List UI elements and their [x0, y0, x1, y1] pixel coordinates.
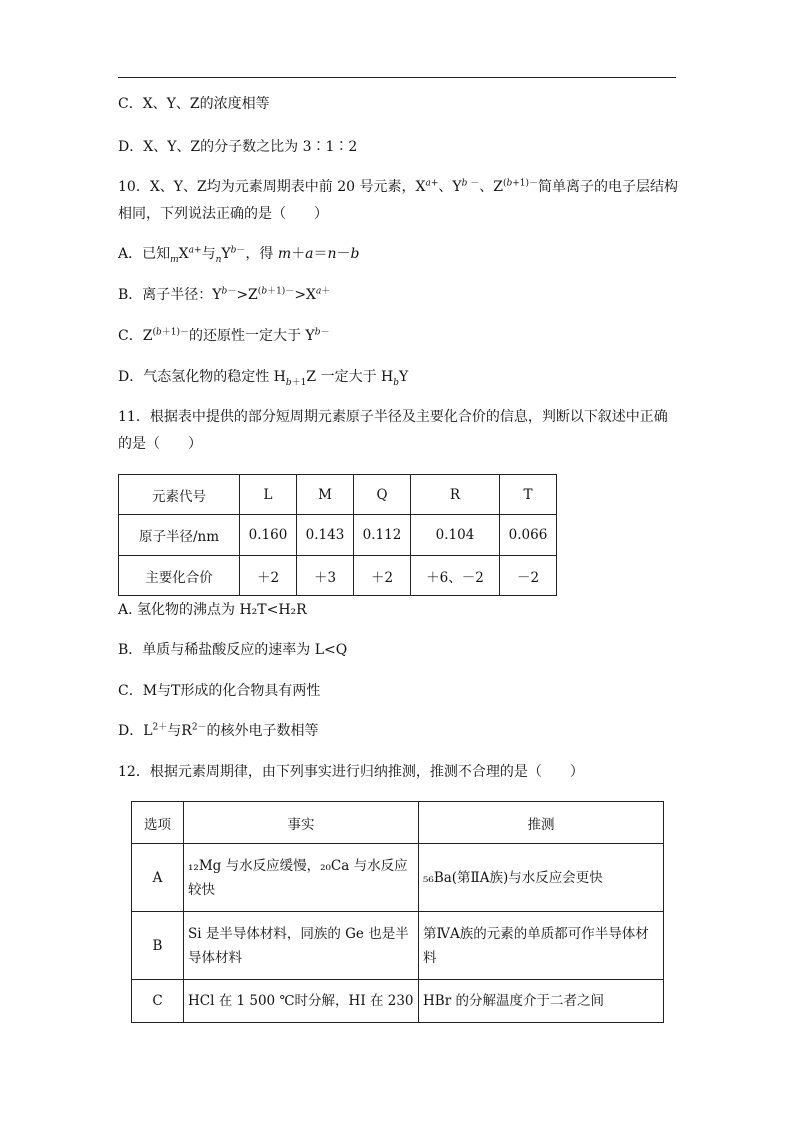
table-row [119, 475, 557, 515]
table-cell: M [297, 475, 354, 515]
table-header: 推测 [419, 802, 664, 844]
q11-option-b: B．单质与稀盐酸反应的速率为 L<Q [118, 642, 348, 658]
q12-stem: 12．根据元素周期律，由下列事实进行归纳推测，推测不合理的是（ ） [118, 764, 584, 780]
q10-option-b: B．离子半径：$Y^{b-}>Z^{(b+1)-}>X^{a+}$ [118, 286, 331, 303]
q10-option-a: A．已知$_mX^{a+}$与$_nY^{b-}$，得 m＋a＝n－b [118, 245, 360, 265]
table-row [132, 980, 664, 1023]
table-cell: A [132, 844, 184, 912]
table-cell: ＋2 [240, 556, 297, 596]
table-cell: 0.066 [500, 515, 557, 556]
q11-option-d: D．$L^{2+}$与$R^{2-}$的核外电子数相等 [118, 722, 319, 739]
table-row [119, 556, 557, 596]
table-cell: 原子半径/nm [119, 515, 240, 556]
table-cell: 0.104 [411, 515, 500, 556]
table-cell: L [240, 475, 297, 515]
q11-table [118, 474, 557, 596]
table-row [132, 844, 664, 912]
table-cell: Si 是半导体材料，同族的 Ge 也是半导体材料 [184, 912, 419, 980]
q10-option-c: C．$Z^{(b+1)-}$的还原性一定大于 $Y^{b-}$ [118, 327, 330, 344]
table-header: 选项 [132, 802, 184, 844]
table-cell: B [132, 912, 184, 980]
table-cell: 元素代号 [119, 475, 240, 515]
header-rule [118, 77, 676, 78]
q10-stem-line1: 10．X、Y、Z均为元素周期表中前 20 号元素，$X^{a+}$、$Y^{b -}$、$Z^{(b+1)-}$简单离子的电子层结构 [118, 178, 679, 195]
q11-option-a: A. 氢化物的沸点为 H₂T<H₂R [118, 602, 307, 618]
table-cell: HCl 在 1 500 ℃时分解，HI 在 230 [184, 980, 419, 1023]
table-cell: 主要化合价 [119, 556, 240, 596]
table-header: 事实 [184, 802, 419, 844]
table-cell: HBr 的分解温度介于二者之间 [419, 980, 664, 1023]
table-row [132, 802, 664, 844]
table-cell: ＋3 [297, 556, 354, 596]
table-cell: T [500, 475, 557, 515]
table-cell: Q [354, 475, 411, 515]
table-cell: 0.143 [297, 515, 354, 556]
table-row [132, 912, 664, 980]
table-cell: 0.160 [240, 515, 297, 556]
option-d-prev: D．X、Y、Z的分子数之比为 3∶1∶2 [118, 139, 358, 155]
option-c-prev: C．X、Y、Z的浓度相等 [118, 96, 270, 112]
q10-stem-line2: 相同，下列说法正确的是（ ） [118, 206, 328, 222]
table-cell: －2 [500, 556, 557, 596]
table-cell: ＋6、－2 [411, 556, 500, 596]
table-cell: 第ⅣA族的元素的单质都可作半导体材料 [419, 912, 664, 980]
table-cell: ₁₂Mg 与水反应缓慢，₂₀Ca 与水反应较快 [184, 844, 419, 912]
q10-option-d: D．气态氢化物的稳定性 $H_{b+1}Z$ 一定大于 $H_bY$ [118, 369, 409, 388]
table-cell: R [411, 475, 500, 515]
table-row [119, 515, 557, 556]
q12-table [131, 801, 664, 1023]
q11-option-c: C．M与T形成的化合物具有两性 [118, 683, 321, 699]
table-cell: 0.112 [354, 515, 411, 556]
table-cell: ₅₆Ba(第ⅡA族)与水反应会更快 [419, 844, 664, 912]
table-cell: ＋2 [354, 556, 411, 596]
q11-stem: 11．根据表中提供的部分短周期元素原子半径及主要化合价的信息，判断以下叙述中正确的是（ ） [118, 409, 668, 452]
table-cell: C [132, 980, 184, 1023]
